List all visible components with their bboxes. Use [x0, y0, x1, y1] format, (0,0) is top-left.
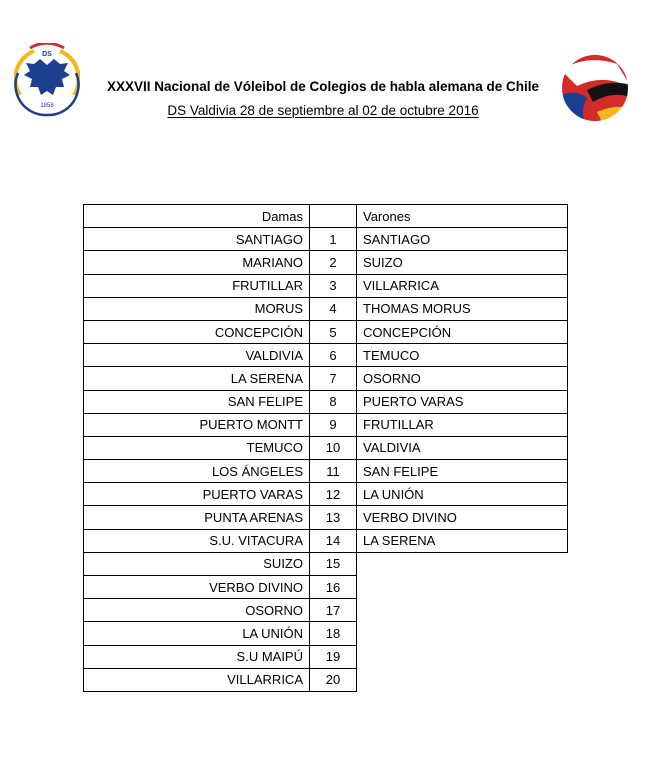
table-row	[84, 576, 568, 599]
cell-varones: SUIZO	[357, 251, 568, 274]
cell-damas: MORUS	[84, 297, 310, 320]
cell-rank: 8	[310, 390, 357, 413]
page-subtitle	[0, 103, 646, 118]
cell-rank: 13	[310, 506, 357, 529]
table-row	[84, 552, 568, 575]
cell-rank: 2	[310, 251, 357, 274]
cell-empty	[357, 622, 568, 645]
header-varones: Varones	[357, 205, 568, 228]
cell-damas: S.U MAIPÚ	[84, 645, 310, 668]
cell-damas: PUERTO MONTT	[84, 413, 310, 436]
crest-text-year: 1858	[40, 103, 54, 109]
table-row	[84, 228, 568, 251]
cell-rank: 4	[310, 297, 357, 320]
cell-rank: 19	[310, 645, 357, 668]
cell-rank: 10	[310, 436, 357, 459]
table-row	[84, 460, 568, 483]
cell-varones: SAN FELIPE	[357, 460, 568, 483]
cell-rank: 15	[310, 552, 357, 575]
table-row	[84, 297, 568, 320]
cell-rank: 20	[310, 668, 357, 691]
cell-damas: PUNTA ARENAS	[84, 506, 310, 529]
cell-rank: 17	[310, 599, 357, 622]
page-title: XXXVII Nacional de Vóleibol de Colegios de habla alemana de Chile	[106, 79, 540, 94]
cell-damas: VALDIVIA	[84, 344, 310, 367]
cell-damas: LA SERENA	[84, 367, 310, 390]
cell-damas: FRUTILLAR	[84, 274, 310, 297]
table-row	[84, 413, 568, 436]
cell-varones: VALDIVIA	[357, 436, 568, 459]
cell-rank: 5	[310, 320, 357, 343]
cell-empty	[357, 645, 568, 668]
cell-varones: FRUTILLAR	[357, 413, 568, 436]
cell-damas: LA UNIÓN	[84, 622, 310, 645]
table-row	[84, 436, 568, 459]
table-row	[84, 344, 568, 367]
header-num	[310, 205, 357, 228]
table-row	[84, 599, 568, 622]
table-row	[84, 367, 568, 390]
cell-rank: 14	[310, 529, 357, 552]
cell-damas: S.U. VITACURA	[84, 529, 310, 552]
cell-rank: 16	[310, 576, 357, 599]
cell-rank: 11	[310, 460, 357, 483]
table-row	[84, 622, 568, 645]
cell-empty	[357, 552, 568, 575]
header-damas: Damas	[84, 205, 310, 228]
cell-rank: 1	[310, 228, 357, 251]
cell-damas: VILLARRICA	[84, 668, 310, 691]
cell-empty	[357, 668, 568, 691]
table-row	[84, 320, 568, 343]
cell-rank: 3	[310, 274, 357, 297]
table-row	[84, 483, 568, 506]
cell-rank: 7	[310, 367, 357, 390]
cell-damas: OSORNO	[84, 599, 310, 622]
subtitle-text: DS Valdivia 28 de septiembre al 02 de octubre 2016	[167, 103, 479, 118]
table-header-row	[84, 205, 568, 228]
crest-text-ds: DS	[42, 51, 52, 58]
table-row	[84, 645, 568, 668]
cell-damas: PUERTO VARAS	[84, 483, 310, 506]
cell-rank: 12	[310, 483, 357, 506]
cell-damas: SAN FELIPE	[84, 390, 310, 413]
cell-varones: VERBO DIVINO	[357, 506, 568, 529]
table-row	[84, 390, 568, 413]
table-row	[84, 506, 568, 529]
cell-damas: SANTIAGO	[84, 228, 310, 251]
ranking-table	[83, 204, 568, 692]
cell-damas: SUIZO	[84, 552, 310, 575]
cell-varones: PUERTO VARAS	[357, 390, 568, 413]
table-row	[84, 251, 568, 274]
table-row	[84, 529, 568, 552]
cell-damas: TEMUCO	[84, 436, 310, 459]
cell-varones: SANTIAGO	[357, 228, 568, 251]
cell-damas: CONCEPCIÓN	[84, 320, 310, 343]
cell-varones: THOMAS MORUS	[357, 297, 568, 320]
cell-empty	[357, 599, 568, 622]
cell-damas: VERBO DIVINO	[84, 576, 310, 599]
cell-empty	[357, 576, 568, 599]
cell-varones: OSORNO	[357, 367, 568, 390]
cell-varones: LA SERENA	[357, 529, 568, 552]
cell-damas: MARIANO	[84, 251, 310, 274]
cell-varones: VILLARRICA	[357, 274, 568, 297]
cell-varones: CONCEPCIÓN	[357, 320, 568, 343]
cell-damas: LOS ÁNGELES	[84, 460, 310, 483]
cell-varones: TEMUCO	[357, 344, 568, 367]
cell-varones: LA UNIÓN	[357, 483, 568, 506]
table-row	[84, 274, 568, 297]
cell-rank: 9	[310, 413, 357, 436]
cell-rank: 18	[310, 622, 357, 645]
cell-rank: 6	[310, 344, 357, 367]
table-row	[84, 668, 568, 691]
